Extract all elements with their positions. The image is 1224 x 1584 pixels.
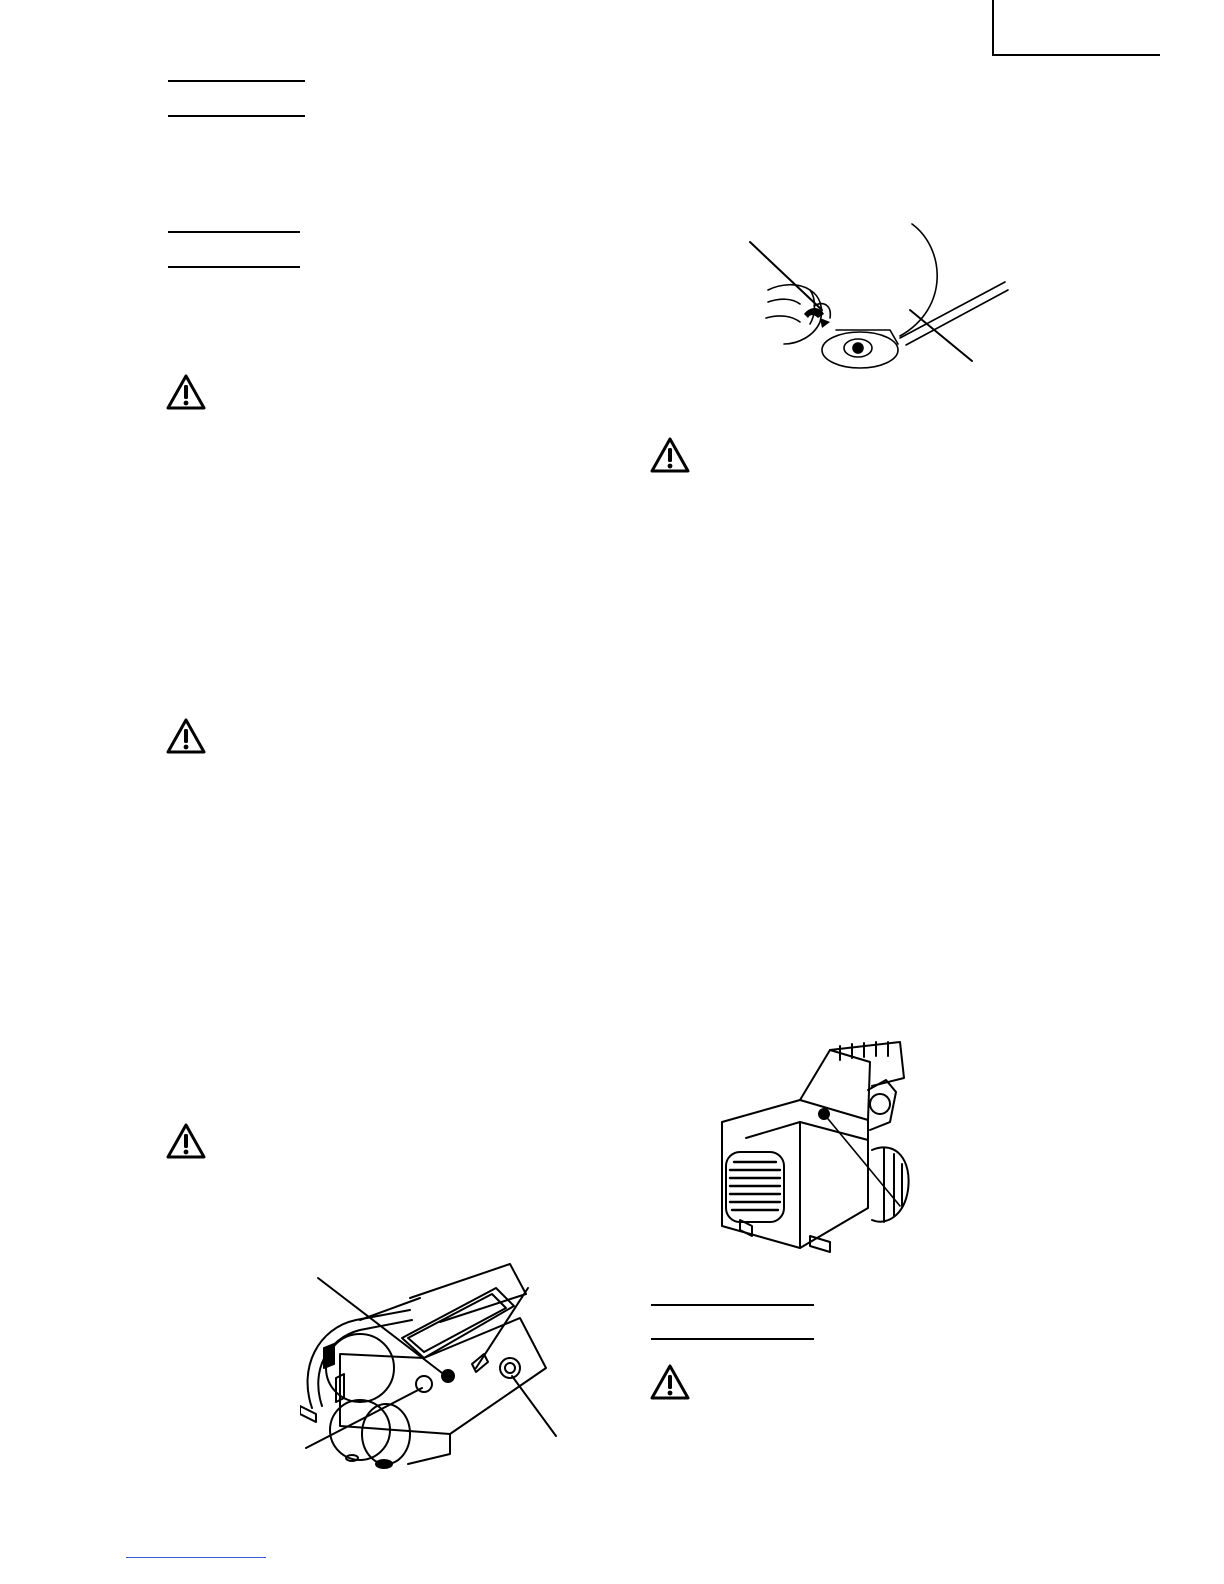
hand-adjusting-pulley-illustration bbox=[740, 218, 1020, 378]
heading-rule bbox=[651, 1304, 814, 1306]
warning-triangle-icon bbox=[650, 1364, 690, 1400]
heading-rule bbox=[651, 1338, 814, 1340]
warning-triangle-icon bbox=[166, 374, 206, 410]
heading-rule bbox=[168, 80, 305, 82]
warning-triangle-icon bbox=[166, 718, 206, 754]
motor-housing-illustration bbox=[700, 1030, 930, 1255]
heading-rule bbox=[168, 231, 300, 233]
footer-link-underline[interactable] bbox=[126, 1557, 266, 1558]
header-box bbox=[992, 0, 1160, 56]
warning-triangle-icon bbox=[650, 437, 690, 473]
compressor-front-illustration bbox=[300, 1258, 565, 1470]
heading-rule bbox=[168, 266, 300, 268]
heading-rule bbox=[168, 115, 305, 117]
warning-triangle-icon bbox=[166, 1123, 206, 1159]
